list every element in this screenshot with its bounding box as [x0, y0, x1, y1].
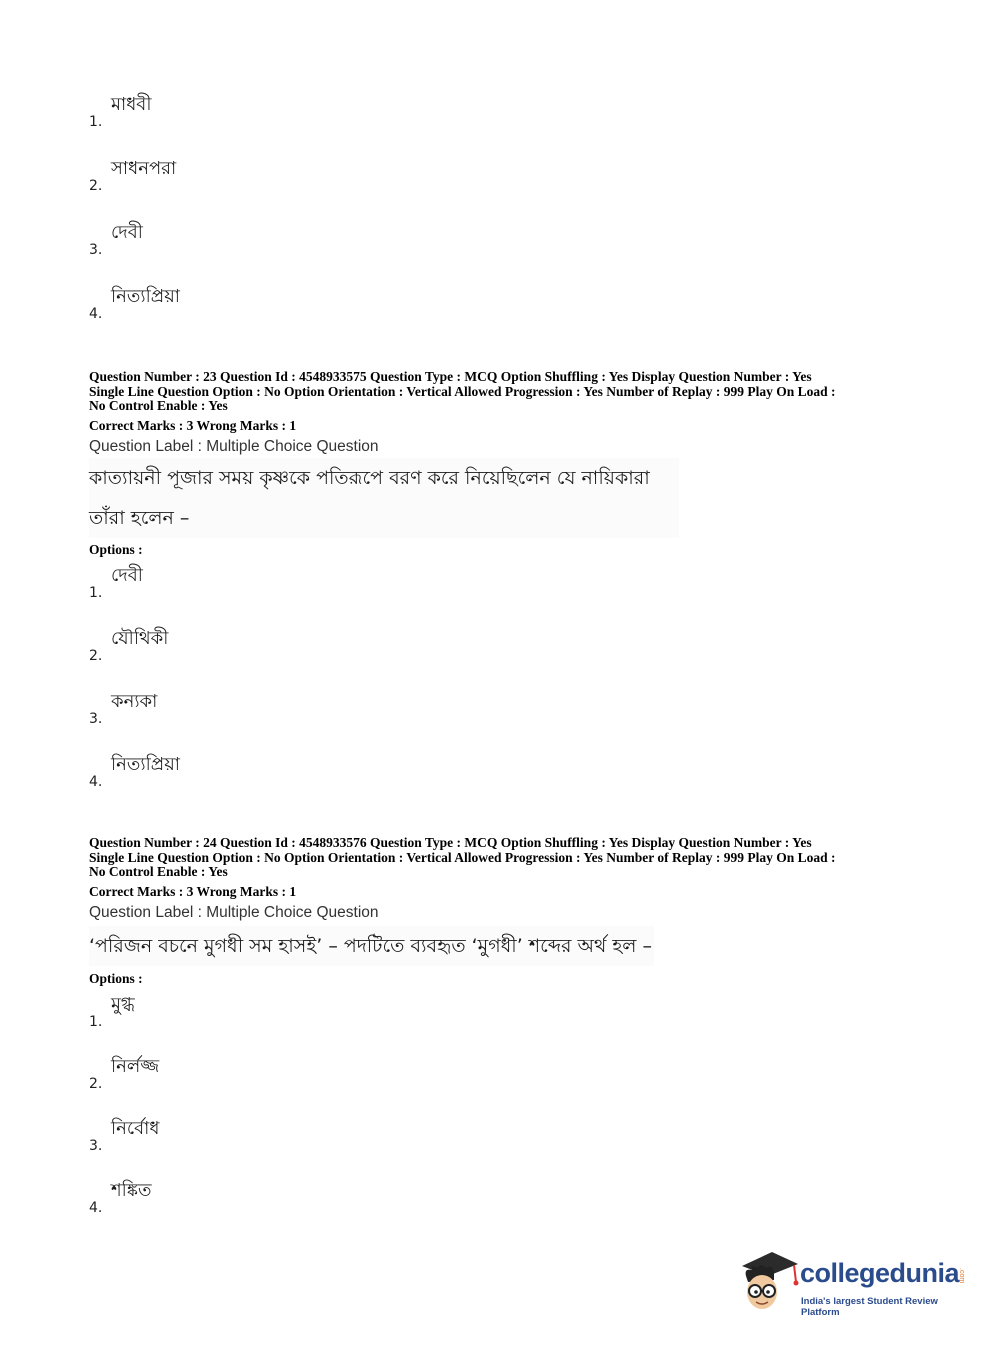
option-number: 2. — [89, 178, 103, 194]
q23-option-4[interactable] — [89, 750, 389, 790]
option-number: 1. — [89, 1014, 103, 1030]
q23-marks: Correct Marks : 3 Wrong Marks : 1 — [89, 418, 297, 433]
option-text: নিত্যপ্রিয়া — [111, 754, 181, 775]
q24-marks: Correct Marks : 3 Wrong Marks : 1 — [89, 884, 297, 899]
question-line: ‘পরিজন বচনে মুগধী সম হাসই’ – পদটিতে ব্যবহৃত ‘মুগধী’ শব্দের অর্থ হল – — [89, 935, 653, 957]
q24-question-text — [89, 926, 654, 966]
meta-line: Question Number : 23 Question Id : 4548933575 Question Type : MCQ Option Shuffling : Yes Display Question Number : Yes — [89, 369, 812, 384]
meta-line: Single Line Question Option : No Option Orientation : Vertical Allowed Progression : Yes Number of Replay : 999 Play On Load : — [89, 849, 836, 865]
q24-option-2[interactable] — [89, 1052, 389, 1092]
option-number: 2. — [89, 1076, 103, 1092]
collegedunia-logo[interactable] — [738, 1246, 968, 1316]
q24-options-heading: Options : — [89, 971, 143, 986]
option-text: নিত্যপ্রিয়া — [111, 286, 181, 307]
q23-question-label: Question Label : Multiple Choice Question — [89, 438, 379, 455]
option-text: কন্যকা — [111, 691, 158, 712]
q22-option-3[interactable] — [89, 218, 389, 258]
option-text: দেবী — [111, 565, 143, 586]
q23-question-text — [89, 458, 679, 538]
meta-line: Question Number : 24 Question Id : 4548933576 Question Type : MCQ Option Shuffling : Yes Display Question Number : Yes — [89, 835, 812, 850]
option-text: নির্বোধ — [111, 1118, 160, 1139]
option-text: মাধবী — [111, 94, 152, 115]
option-text: সাধনপরা — [111, 158, 177, 179]
option-number: 1. — [89, 114, 103, 130]
question-line: কাত্যায়নী পূজার সময় কৃষ্ণকে পতিরূপে বরণ করে নিয়েছিলেন যে নায়িকারা — [89, 467, 650, 489]
question-line: তাঁরা হলেন – — [89, 507, 190, 529]
option-text: দেবী — [111, 222, 143, 243]
option-number: 4. — [89, 306, 103, 322]
q23-option-1[interactable] — [89, 561, 389, 601]
mascot-icon — [738, 1246, 800, 1316]
q22-option-4[interactable] — [89, 282, 389, 322]
q23-options-heading: Options : — [89, 542, 143, 557]
meta-line: Single Line Question Option : No Option Orientation : Vertical Allowed Progression : Yes Number of Replay : 999 Play On Load : — [89, 383, 836, 399]
q24-question-label: Question Label : Multiple Choice Question — [89, 904, 379, 921]
q24-option-3[interactable] — [89, 1114, 389, 1154]
meta-line: No Control Enable : Yes — [89, 398, 228, 413]
option-text: মুগ্ধ — [111, 994, 135, 1015]
option-number: 3. — [89, 711, 103, 727]
q23-metadata — [89, 370, 919, 414]
option-number: 2. — [89, 648, 103, 664]
option-number: 3. — [89, 1138, 103, 1154]
option-text: নির্লজ্জ — [111, 1056, 160, 1077]
option-text: যৌথিকী — [111, 628, 169, 649]
brand-name: collegedunia — [800, 1258, 960, 1288]
q22-option-2[interactable] — [89, 154, 389, 194]
q22-option-1[interactable] — [89, 90, 389, 130]
q24-metadata — [89, 836, 919, 880]
q24-option-4[interactable] — [89, 1176, 389, 1216]
option-text: শঙ্কিত — [111, 1180, 152, 1201]
q24-option-1[interactable] — [89, 990, 389, 1030]
option-number: 1. — [89, 585, 103, 601]
q23-option-2[interactable] — [89, 624, 389, 664]
option-number: 4. — [89, 774, 103, 790]
brand-suffix: .com — [958, 1268, 965, 1284]
brand-tagline: India's largest Student Review Platform — [801, 1296, 938, 1318]
option-number: 3. — [89, 242, 103, 258]
meta-line: No Control Enable : Yes — [89, 864, 228, 879]
option-number: 4. — [89, 1200, 103, 1216]
q23-option-3[interactable] — [89, 687, 389, 727]
